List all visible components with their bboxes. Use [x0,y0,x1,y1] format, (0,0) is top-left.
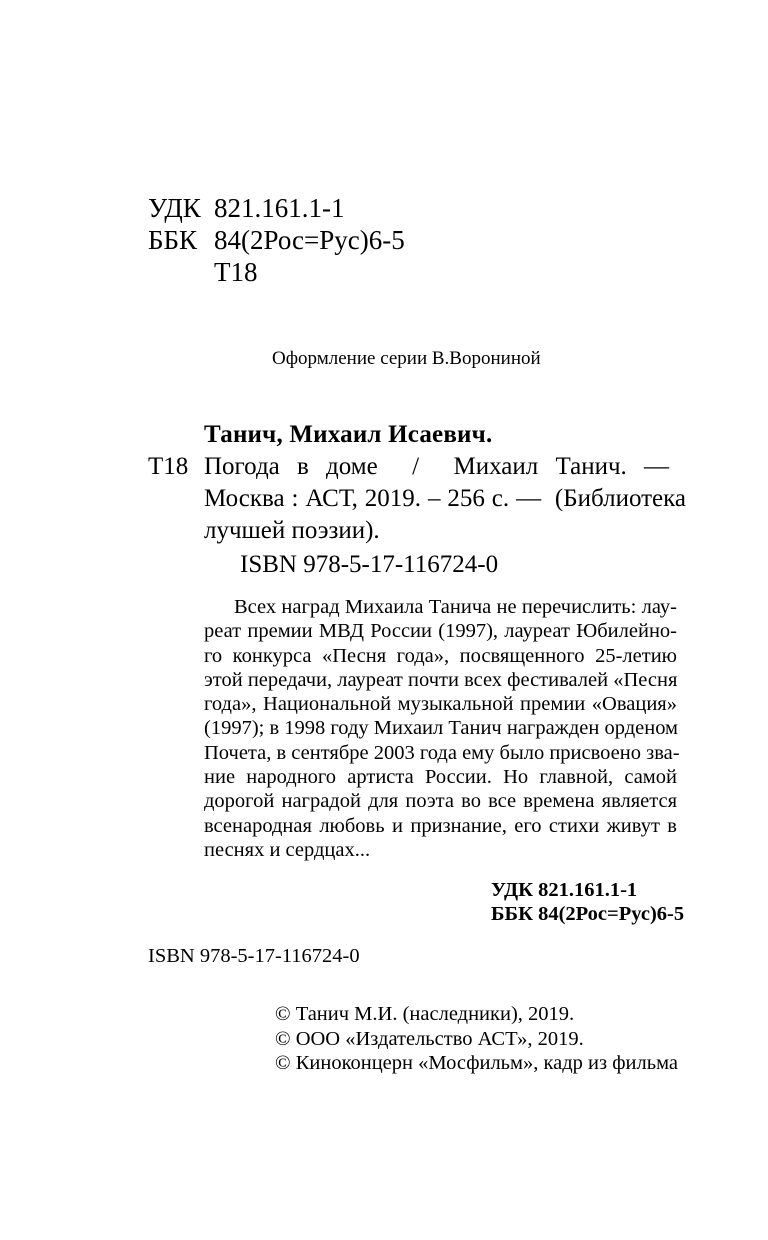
catalog-author: Танич, Михаил Исаевич. [204,421,493,448]
bottom-classification [491,878,684,926]
copyright-block [275,1002,678,1076]
udk-label: УДК [148,193,201,223]
annotation [204,595,680,862]
annotation-line: ние народного артиста России. Но главной, самой [204,766,677,789]
catalog-isbn: ISBN 978-5-17-116724-0 [240,551,499,578]
bbk-label: ББК [148,225,198,255]
copyright-line: © ООО «Издательство АСТ», 2019. [275,1027,584,1050]
annotation-line: Всех наград Михаила Танича не перечислить: лау- [234,596,677,618]
series-design-credit: Оформление серии В.Ворониной [272,348,541,369]
catalog-description [204,451,686,547]
classification-block [148,192,448,292]
catalog-mark: Т18 [148,453,189,480]
bottom-bbk: ББК 84(2Рос=Рус)6-5 [491,903,685,925]
bottom-isbn: ISBN 978-5-17-116724-0 [148,945,360,967]
copyright-line: © Киноконцерн «Мосфильм», кадр из фильма [275,1052,679,1074]
catalog-line: лучшей поэзии). [204,517,380,544]
annotation-line: песнях и сердцах... [204,838,371,861]
annotation-line: (1997); в 1998 году Михаил Танич награжден орденом [204,717,679,740]
bottom-udk: УДК 821.161.1-1 [491,879,638,901]
copyright-line: © Танич М.И. (наследники), 2019. [275,1003,575,1025]
annotation-line: Почета, в сентябре 2003 года ему было присвоено зва- [204,741,680,764]
annotation-line: всенародная любовь и признание, его стихи живут в [204,814,677,837]
bbk-value: 84(2Рос=Рус)6-5 [214,225,405,255]
annotation-line: дорогой наградой для поэта во все времена является [204,790,677,813]
annotation-line: года», Национальной музыкальной премии «Овация» [204,693,677,716]
udk-value: 821.161.1-1 [214,193,345,223]
annotation-line: го конкурса «Песня года», посвященного 25-летию [204,644,677,667]
annotation-line: этой передачи, лауреат почти всех фестивалей «Песня [204,668,678,691]
catalog-line: Москва : АСТ, 2019. – 256 с. — (Библиотека [204,485,686,512]
author-mark: Т18 [214,257,258,287]
annotation-line: реат премии МВД России (1997), лауреат Юбилейно- [204,620,677,643]
catalog-line: Погода в доме / Михаил Танич. — [204,453,669,480]
